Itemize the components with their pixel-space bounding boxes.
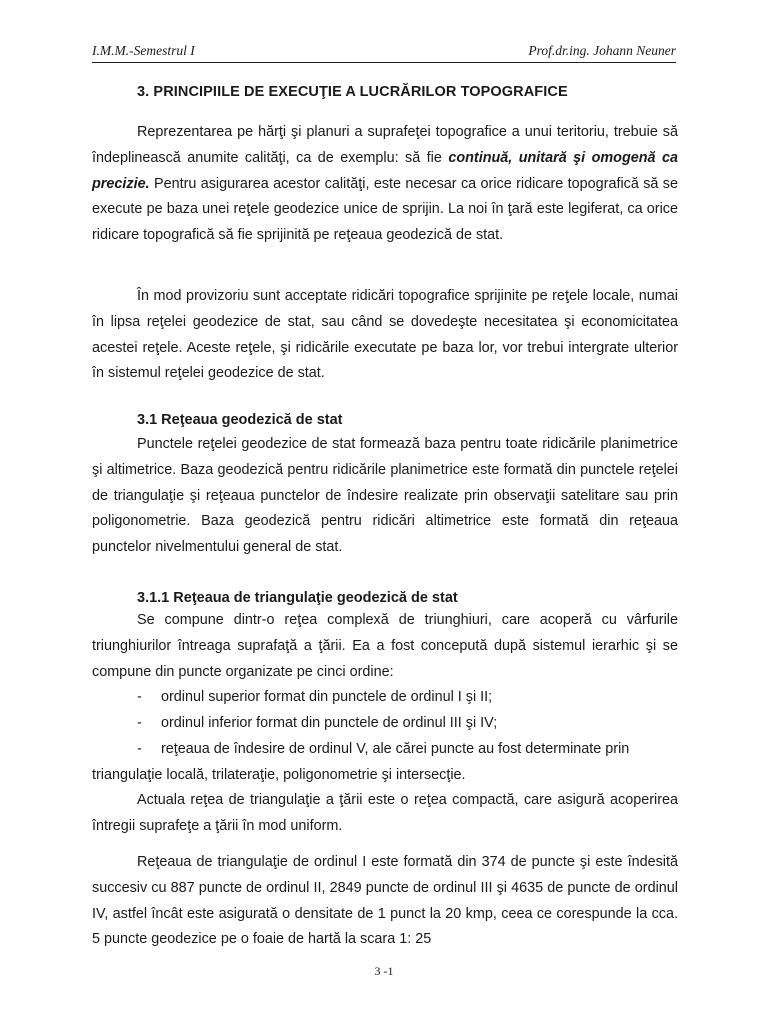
list-item-text: ordinul superior format din punctele de ordinul I şi II;: [161, 689, 493, 705]
intro-text-b: Pentru asigurarea acestor calităţi, este necesar ca orice ridicare topografică să se execute pe baza unei reţele geodezice unice de sprijin. La noi în ţară este legiferat, ca orice ridicare topografică să fie sprijinită pe reţeaua geodezică de stat.: [92, 175, 678, 244]
list-dash: -: [137, 689, 142, 705]
page-number: 3 -1: [374, 964, 394, 978]
paragraph-triangulation: [92, 608, 678, 685]
header-course: I.M.M.-Semestrul I: [92, 43, 195, 58]
paragraph-local-networks: [92, 284, 678, 387]
compact-network-text: Actuala reţea de triangulaţie a ţării este o reţea compactă, care asigură acoperirea întregii suprafeţe a ţării în mod uniform.: [92, 792, 678, 834]
local-networks-text: În mod provizoriu sunt acceptate ridicări topografice sprijinite pe reţele locale, numai în lipsa reţelei geodezice de stat, sau când se dovedeşte necesitatea şi economicitatea acestei reţele. Aceste reţele, şi ridicările executate pe baza lor, vor trebui intergrate ulterior în sistemul reţelei geodezice de stat.: [92, 288, 678, 382]
paragraph-intro: [92, 120, 678, 249]
section-heading-3-1: 3.1 Reţeaua geodezică de stat: [137, 412, 343, 428]
header-author: Prof.dr.ing. Johann Neuner: [528, 43, 676, 58]
list-item-text: reţeaua de îndesire de ordinul V, ale cărei puncte au fost determinate prin: [161, 741, 630, 757]
list-item-continuation: triangulaţie locală, trilateraţie, poligonometrie şi intersecţie.: [92, 767, 466, 783]
paragraph-compact-network: [92, 788, 678, 840]
page-header: [92, 42, 676, 63]
list-dash: -: [137, 741, 142, 757]
section-heading-3-1-1: 3.1.1 Reţeaua de triangulaţie geodezică de stat: [137, 590, 458, 606]
paragraph-point-counts: [92, 850, 678, 953]
triangulation-text: Se compune dintr-o reţea complexă de triunghiuri, care acoperă cu vârfurile triunghiurilor întreaga suprafaţă a ţării. Ea a fost concepută după sistemul ierarhic şi se compune din puncte organizate pe cinci ordine:: [92, 612, 678, 680]
state-network-text: Punctele reţelei geodezice de stat formează baza pentru toate ridicările planimetrice şi altimetrice. Baza geodezică pentru ridicările planimetrice este formată din punctele reţelei de triangulaţie şi reţeaua punctelor de îndesire realizate prin observaţii satelitare sau prin poligonometrie. Baza geodezică pentru ridicări altimetrice este formată din reţeaua punctelor nivelmentului general de stat.: [92, 436, 678, 556]
point-counts-text: Reţeaua de triangulaţie de ordinul I este formată din 374 de puncte şi este îndesită succesiv cu 887 puncte de ordinul II, 2849 puncte de ordinul III şi 4635 de puncte de ordinul IV, astfel încât este asigurată o densitate de 1 punct la 20 kmp, ceea ce corespunde la cca. 5 puncte geodezice pe o foaie de hartă la scara 1: 25: [92, 854, 678, 948]
list-dash: -: [137, 715, 142, 731]
chapter-title: 3. PRINCIPIILE DE EXECUŢIE A LUCRĂRILOR TOPOGRAFICE: [137, 84, 568, 100]
paragraph-state-network: [92, 432, 678, 561]
intro-emphasis: continuă, unitară şi omogenă ca precizie.: [92, 149, 678, 192]
list-item-text: ordinul inferior format din punctele de ordinul III şi IV;: [161, 715, 498, 731]
intro-text-a: Reprezentarea pe hărţi şi planuri a suprafeţei topografice a unui teritoriu, trebuie să îndeplinească anumite calităţi, ca de exemplu: să fie: [92, 124, 678, 166]
